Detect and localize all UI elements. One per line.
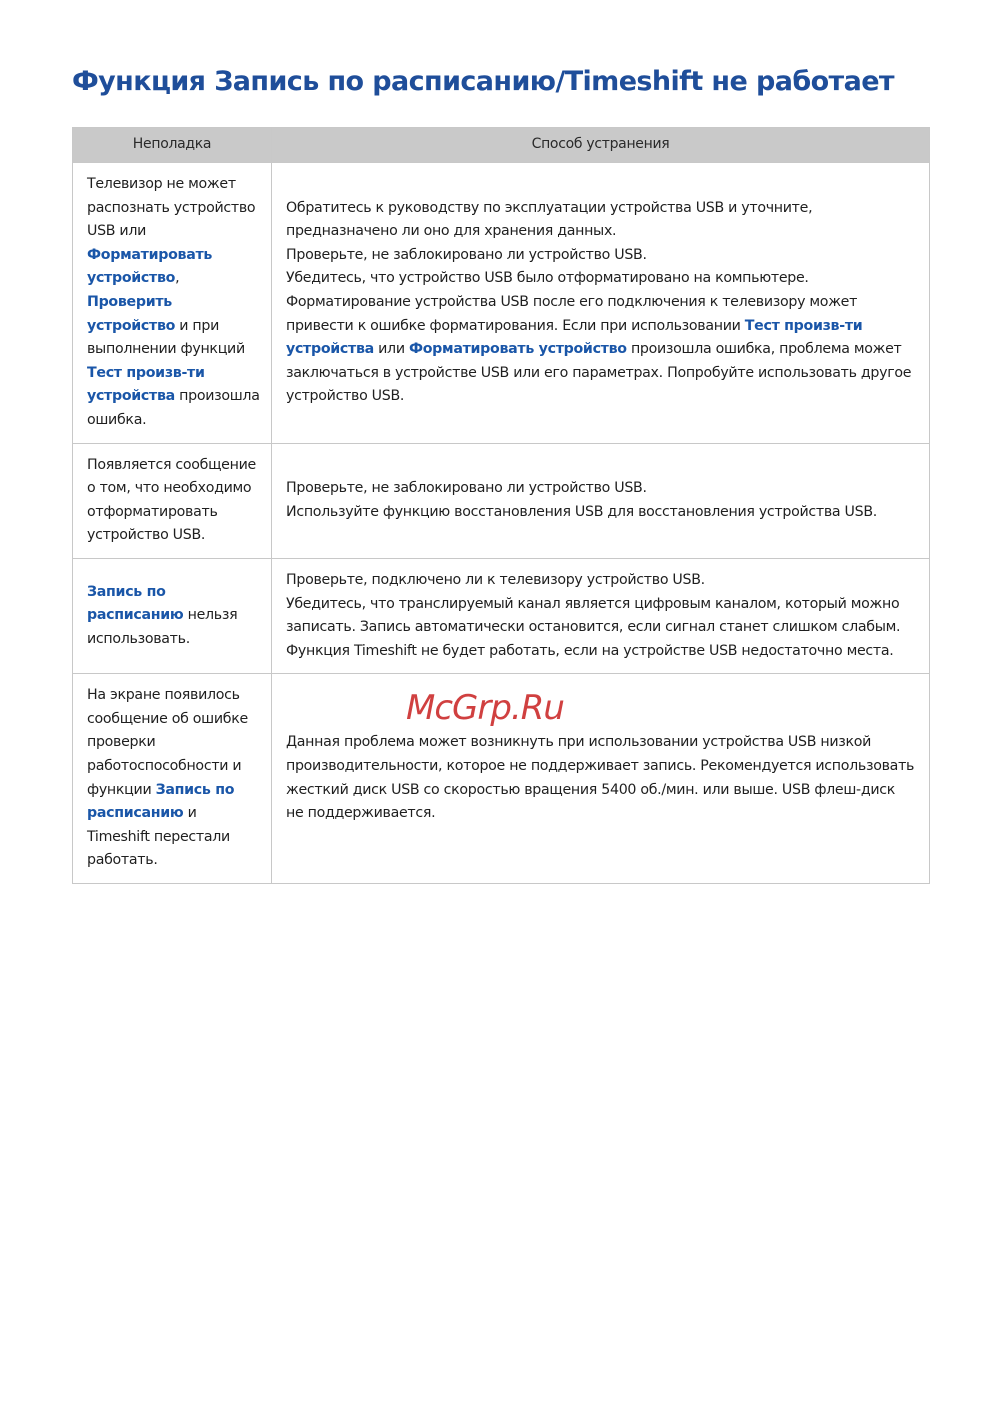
highlighted-term: Запись по расписанию bbox=[87, 781, 235, 822]
solution-line bbox=[286, 197, 915, 244]
cell-text: , bbox=[175, 270, 180, 287]
header-solution: Способ устранения bbox=[272, 128, 930, 163]
solution-cell bbox=[272, 163, 930, 444]
solution-cell bbox=[272, 443, 930, 558]
problem-cell bbox=[73, 558, 272, 673]
highlighted-term: Тест произв-ти устройства bbox=[286, 317, 863, 358]
highlighted-term: Запись по расписанию bbox=[87, 583, 184, 624]
watermark-text: McGrp.Ru bbox=[406, 688, 564, 728]
cell-text: произошла ошибка. bbox=[87, 388, 260, 428]
cell-text: Убедитесь, что транслируемый канал является цифровым каналом, который можно записать. Запись автоматически остановится, если сигнал станет слишком слабым. bbox=[286, 595, 901, 636]
page-title: Функция Запись по расписанию/Timeshift не работает bbox=[72, 66, 894, 97]
solution-line bbox=[286, 569, 915, 593]
solution-cell bbox=[272, 674, 930, 884]
problem-cell bbox=[73, 163, 272, 444]
highlighted-term: Проверить устройство bbox=[87, 293, 176, 334]
highlighted-term: Форматировать устройство bbox=[408, 341, 627, 358]
cell-text: Функция Timeshift не будет работать, если на устройстве USB недостаточно места. bbox=[286, 642, 894, 659]
problem-cell bbox=[73, 674, 272, 884]
solution-cell bbox=[272, 558, 930, 673]
solution-line bbox=[286, 267, 915, 291]
cell-text: Телевизор не может распознать устройство USB или bbox=[87, 176, 256, 240]
cell-text: Проверьте, не заблокировано ли устройство USB. bbox=[286, 246, 647, 263]
cell-text: Обратитесь к руководству по эксплуатации устройства USB и уточните, предназначено ли оно для хранения данных. bbox=[286, 199, 813, 240]
cell-text: На экране появилось сообщение об ошибке проверки работоспособности и функции bbox=[87, 687, 248, 798]
solution-line bbox=[286, 640, 915, 664]
cell-text: Форматирование устройства USB после его подключения к телевизору может привести к ошибке форматирования. Если при использовании bbox=[286, 293, 858, 334]
table-row bbox=[73, 674, 930, 884]
highlighted-term: Форматировать устройство bbox=[87, 246, 213, 287]
solution-line bbox=[286, 244, 915, 268]
cell-text: и при выполнении функций bbox=[87, 317, 245, 358]
highlighted-term: Тест произв-ти устройства bbox=[87, 364, 205, 405]
table-header-row bbox=[73, 128, 930, 163]
cell-text: произошла ошибка, проблема может заключаться в устройстве USB или его параметрах. Попробуйте использовать другое устройство USB. bbox=[286, 341, 912, 405]
cell-text: Убедитесь, что устройство USB было отформатировано на компьютере. bbox=[286, 270, 809, 287]
cell-text: Появляется сообщение о том, что необходимо отформатировать устройство USB. bbox=[87, 456, 256, 544]
cell-text: Проверьте, не заблокировано ли устройство USB. bbox=[286, 480, 647, 497]
troubleshooting-table bbox=[72, 127, 930, 884]
cell-text: Данная проблема может возникнуть при использовании устройства USB низкой производительности, которое не поддерживает запись. Рекомендуется использовать жесткий диск USB со скоростью вращения 5400 об./мин. или выше. USB флеш-диск не поддерживается. bbox=[286, 734, 915, 822]
solution-line bbox=[286, 731, 915, 825]
cell-text: Проверьте, подключено ли к телевизору устройство USB. bbox=[286, 571, 705, 588]
table-row bbox=[73, 443, 930, 558]
solution-line bbox=[286, 291, 915, 409]
cell-text: Используйте функцию восстановления USB для восстановления устройства USB. bbox=[286, 503, 877, 520]
cell-text: нельзя использовать. bbox=[87, 607, 238, 647]
solution-line bbox=[286, 501, 915, 525]
solution-line bbox=[286, 593, 915, 640]
problem-cell bbox=[73, 443, 272, 558]
table-row bbox=[73, 163, 930, 444]
cell-text: и Timeshift перестали работать. bbox=[87, 805, 230, 869]
solution-line bbox=[286, 477, 915, 501]
cell-text: или bbox=[373, 341, 409, 358]
header-problem: Неполадка bbox=[73, 128, 272, 163]
table-row bbox=[73, 558, 930, 673]
